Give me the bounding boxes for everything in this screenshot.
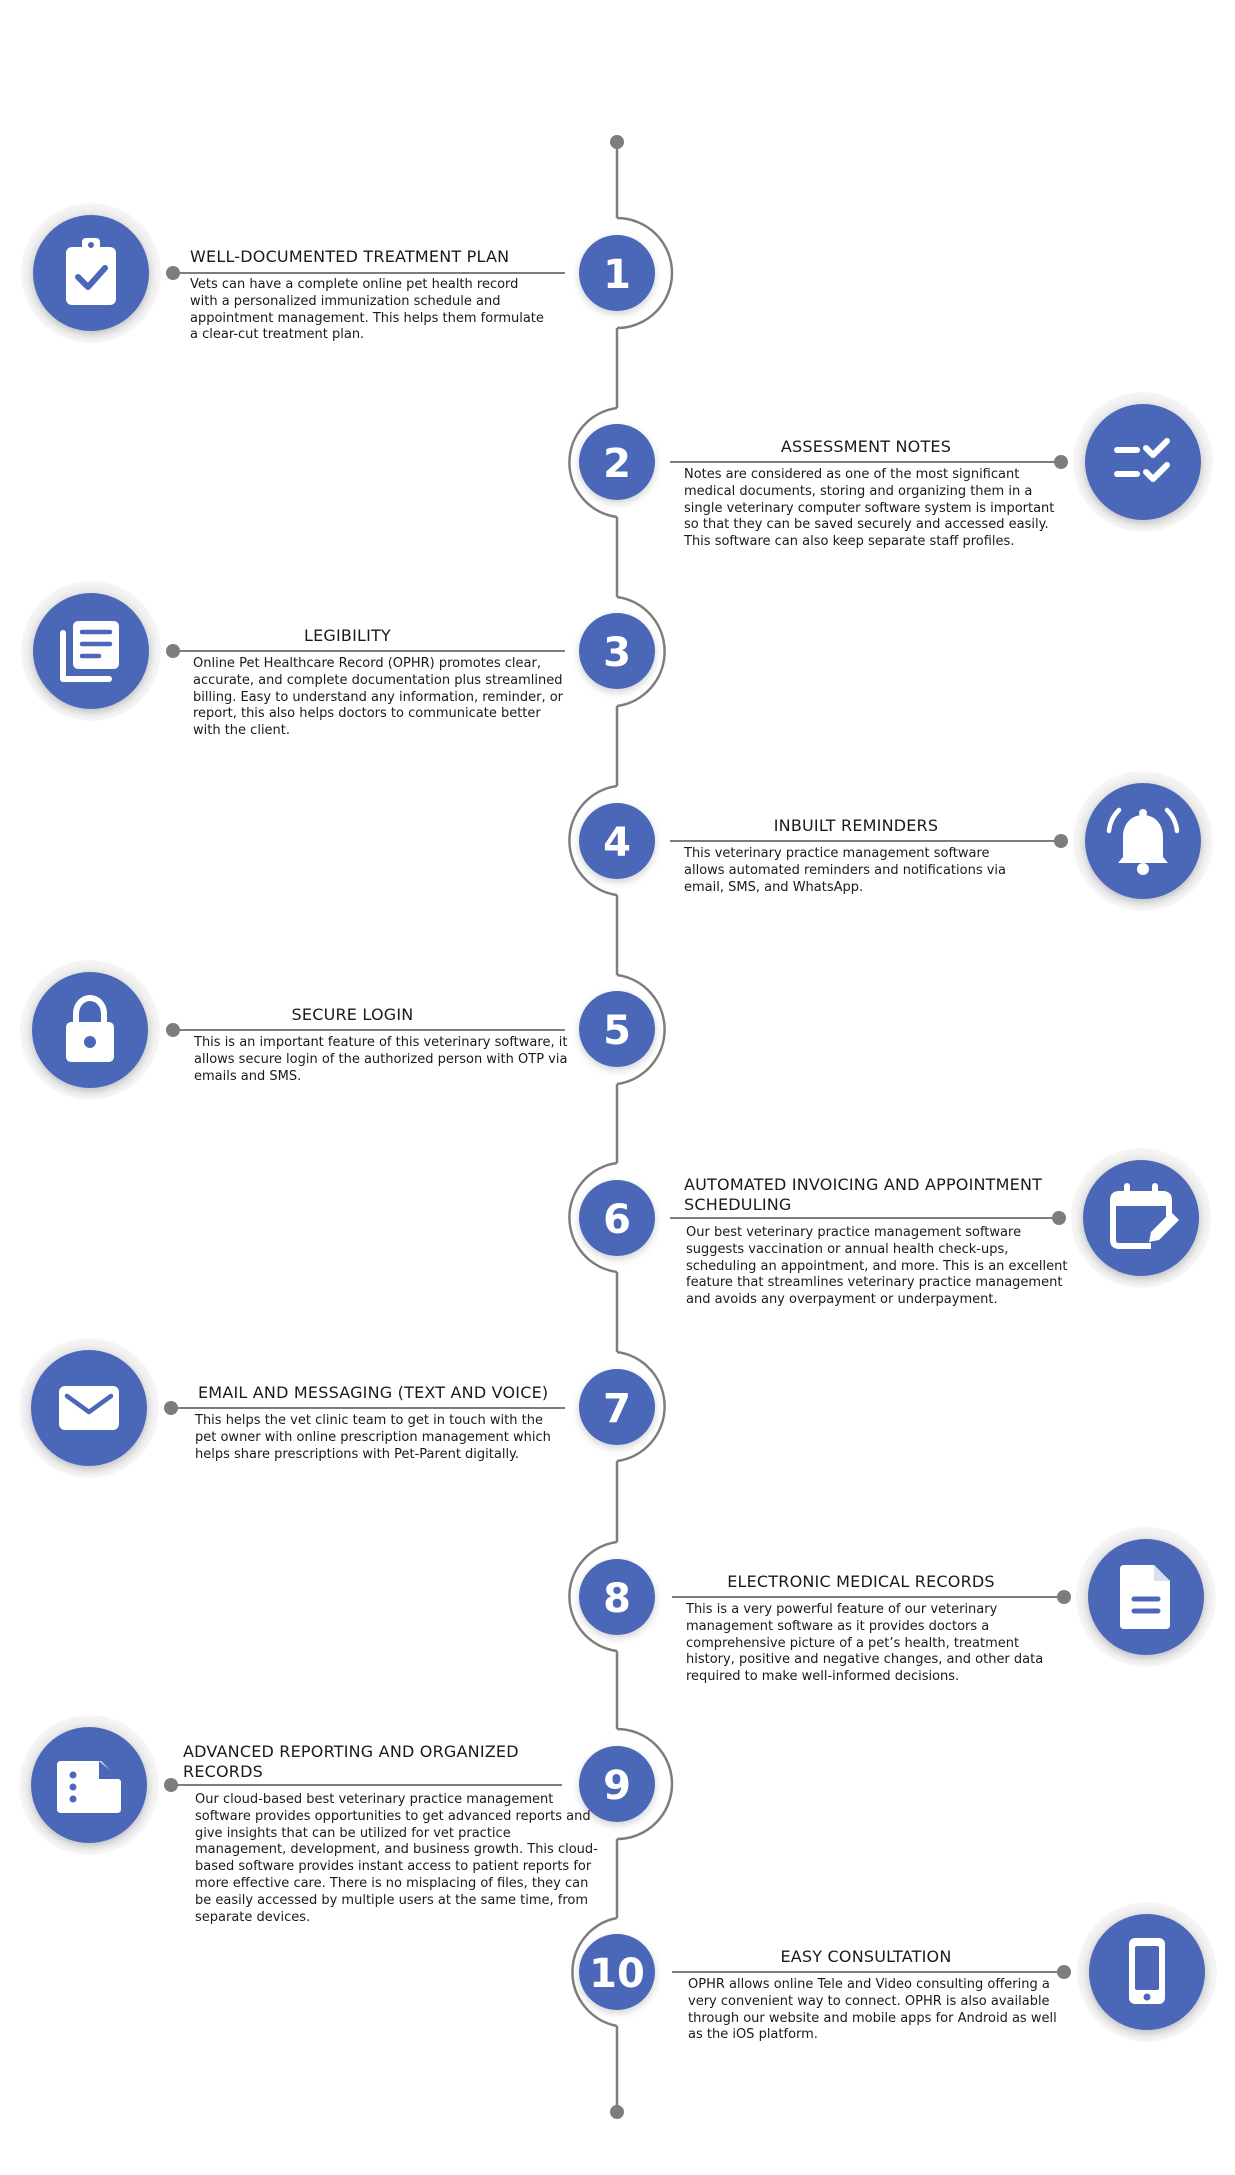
step-5-title: SECURE LOGIN: [291, 1005, 414, 1024]
step-7-number: 7: [603, 1386, 631, 1432]
step-9-connector-dot: [164, 1778, 178, 1792]
step-1-title: WELL-DOCUMENTED TREATMENT PLAN: [190, 247, 510, 266]
step-9-number: 9: [603, 1763, 631, 1809]
step-10-description: OPHR allows online Tele and Video consulting offering a very convenient way to connect. OPHR is also available through our website and mobile apps for Android as well as the iOS platform.: [688, 1977, 1057, 2043]
step-10-title: EASY CONSULTATION: [780, 1947, 952, 1966]
step-3-connector-dot: [166, 644, 180, 658]
step-4-connector-dot: [1054, 834, 1068, 848]
step-9-description: Our cloud-based best veterinary practice management software provides opportunities to get advanced reports and give insights that can be utilized for vet practice management, development, and business growth. This cloud-based software provides instant access to patient reports for more effective care. There is no misplacing of files, they can be easily accessed by multiple users at the same time, from separate devices.: [195, 1792, 598, 1925]
step-8-content: [676, 1572, 1046, 1686]
step-3-content: [185, 626, 564, 740]
step-7-title: EMAIL AND MESSAGING (TEXT AND VOICE): [198, 1383, 549, 1402]
step-7-content: [195, 1383, 578, 1463]
step-6-description: Our best veterinary practice management software suggests vaccination or annual health check-ups, scheduling an appointment, and more. This is an excellent feature that streamlines veterinary practice management and avoids any overpayment or underpayment.: [686, 1225, 1068, 1308]
step-1-number: 1: [603, 252, 631, 298]
step-9-title: ADVANCED REPORTING AND ORGANIZED RECORDS: [183, 1742, 519, 1781]
step-10-content: [676, 1947, 1056, 2044]
smartphone-icon: [1129, 1938, 1165, 2004]
envelope-icon: [59, 1386, 119, 1430]
timeline-end-dot: [610, 2105, 624, 2119]
step-4-number: 4: [603, 820, 631, 866]
step-5-description: This is an important feature of this veterinary software, it allows secure login of the authorized person with OTP via emails and SMS.: [194, 1035, 568, 1084]
step-8-number: 8: [603, 1576, 631, 1622]
step-7-description: This helps the vet clinic team to get in touch with the pet owner with online prescription management which helps share prescriptions with Pet-Parent digitally.: [195, 1413, 551, 1462]
step-2-number: 2: [603, 441, 631, 487]
step-6-icon-circle: [1083, 1160, 1199, 1276]
timeline-start-dot: [610, 135, 624, 149]
step-4-description: This veterinary practice management software allows automated reminders and notifications via email, SMS, and WhatsApp.: [684, 846, 1006, 895]
step-6-number: 6: [603, 1197, 631, 1243]
step-9-content: [183, 1742, 598, 1926]
step-2-title: ASSESSMENT NOTES: [780, 437, 952, 456]
step-2-connector-dot: [1054, 455, 1068, 469]
step-1-description: Vets can have a complete online pet health record with a personalized immunization schedule and appointment management. This helps them formulate a clear-cut treatment plan.: [190, 277, 544, 343]
step-8-title: ELECTRONIC MEDICAL RECORDS: [727, 1572, 995, 1591]
step-4-content: [676, 816, 1036, 896]
step-2-content: [676, 437, 1056, 551]
step-1-connector-dot: [166, 266, 180, 280]
step-8-description: This is a very powerful feature of our veterinary management software as it provides doctors a comprehensive picture of a pet’s health, treatment history, positive and negative changes, and other data required to make well-informed decisions.: [686, 1602, 1044, 1685]
step-4-title: INBUILT REMINDERS: [773, 816, 939, 835]
step-6-content: [684, 1175, 1074, 1309]
step-1-content: [190, 247, 560, 344]
step-5-number: 5: [603, 1008, 631, 1054]
step-6-title: AUTOMATED INVOICING AND APPOINTMENT SCHEDULING: [684, 1175, 1043, 1214]
step-3-title: LEGIBILITY: [303, 626, 391, 645]
step-2-icon-circle: [1085, 404, 1201, 520]
step-2-description: Notes are considered as one of the most significant medical documents, storing and organizing them in a single veterinary computer software system is important so that they can be saved securely and accessed easily. This software can also keep separate staff profiles.: [684, 467, 1055, 550]
step-10-number: 10: [589, 1951, 645, 1997]
step-5-content: [190, 1005, 568, 1085]
step-3-description: Online Pet Healthcare Record (OPHR) promotes clear, accurate, and complete documentation plus streamlined billing. Easy to understand any information, reminder, or report, this also helps doctors to communicate better with the client.: [193, 656, 564, 739]
clipboard-check-icon: [66, 238, 116, 305]
step-5-connector-dot: [166, 1023, 180, 1037]
step-7-connector-dot: [164, 1401, 178, 1415]
file-document-icon: [1120, 1565, 1170, 1629]
step-3-number: 3: [603, 630, 631, 676]
